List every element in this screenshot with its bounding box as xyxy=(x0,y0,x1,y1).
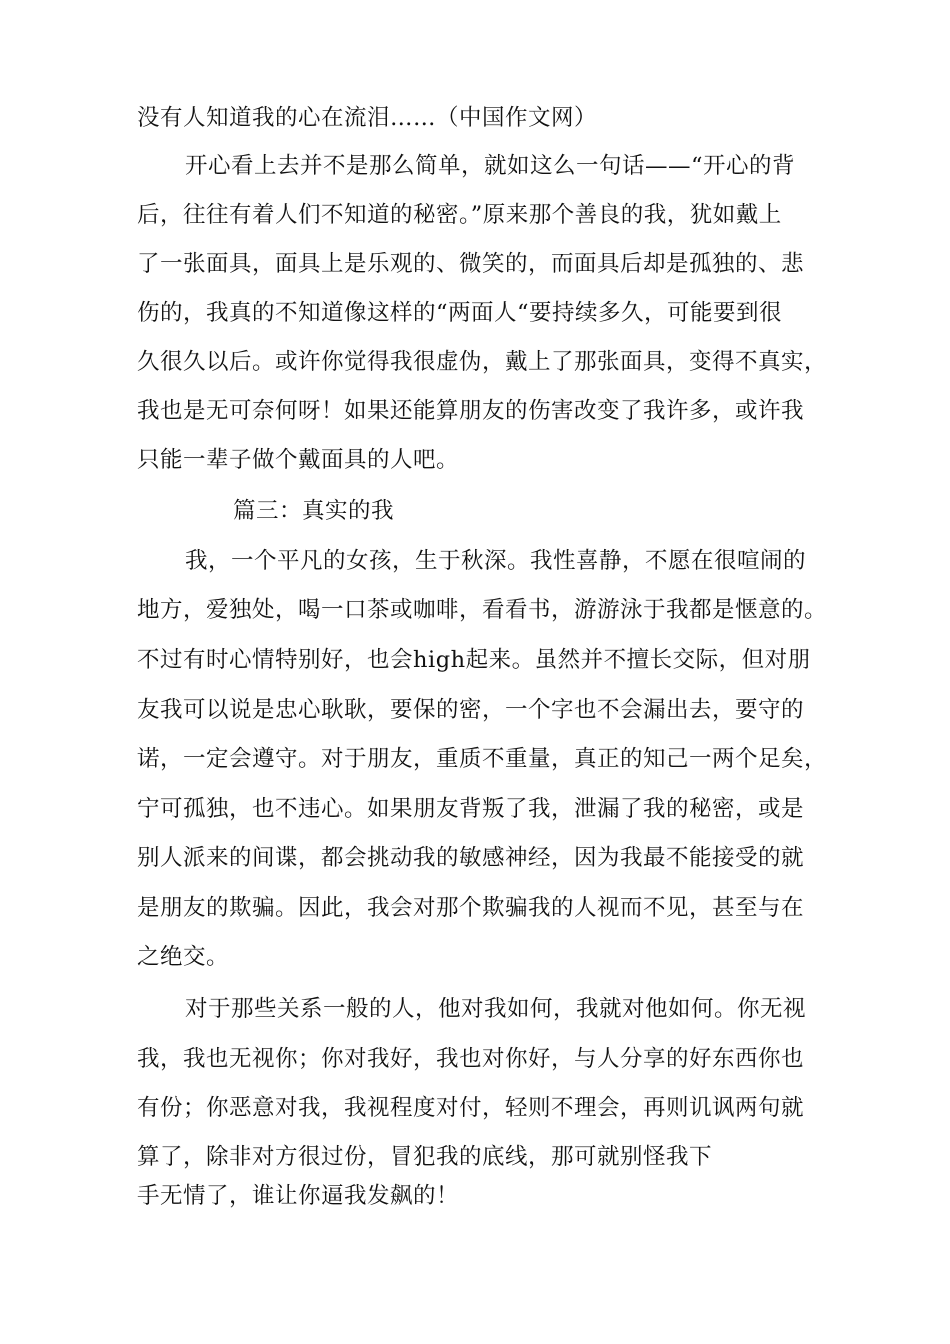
text-line: 我，我也无视你；你对我好，我也对你好，与人分享的好东西你也 xyxy=(137,1046,805,1072)
text-line: 是朋友的欺骗。因此，我会对那个欺骗我的人视而不见，甚至与在 xyxy=(137,895,805,921)
text-line: 不过有时心情特别好，也会high起来。虽然并不擅长交际，但对朋 xyxy=(137,647,811,673)
text-line: 伤的，我真的不知道像这样的“两面人“要持续多久，可能要到很 xyxy=(137,300,783,326)
text-line: 诺，一定会遵守。对于朋友，重质不重量，真正的知己一两个足矣， xyxy=(137,746,828,772)
text-line: 我也是无可奈何呀！如果还能算朋友的伤害改变了我许多，或许我 xyxy=(137,398,805,424)
text-line: 久很久以后。或许你觉得我很虚伪，戴上了那张面具，变得不真实， xyxy=(137,349,828,375)
text-line: 算了，除非对方很过份，冒犯我的底线，那可就别怪我下 xyxy=(137,1144,713,1170)
text-line: 宁可孤独，也不违心。如果朋友背叛了我，泄漏了我的秘密，或是 xyxy=(137,796,805,822)
text-line: 友我可以说是忠心耿耿，要保的密，一个字也不会漏出去，要守的 xyxy=(137,697,805,723)
text-line: 地方，爱独处，喝一口茶或咖啡，看看书，游游泳于我都是惬意的。 xyxy=(137,597,828,623)
text-line: 有份；你恶意对我，我视程度对付，轻则不理会，再则讥讽两句就 xyxy=(137,1095,805,1121)
text-line: 别人派来的间谍，都会挑动我的敏感神经，因为我最不能接受的就 xyxy=(137,845,805,871)
text-line: 开心看上去并不是那么简单，就如这么一句话——“开心的背 xyxy=(185,153,796,179)
text-line: 之绝交。 xyxy=(137,944,230,970)
text-line: 对于那些关系一般的人，他对我如何，我就对他如何。你无视 xyxy=(185,996,807,1022)
section-heading: 篇三：真实的我 xyxy=(233,498,395,524)
text-line: 后，往往有着人们不知道的秘密。”原来那个善良的我，犹如戴上 xyxy=(137,202,782,228)
text-line: 了一张面具，面具上是乐观的、微笑的，而面具后却是孤独的、悲 xyxy=(137,251,805,277)
text-line: 手无情了，谁让你逼我发飙的！ xyxy=(137,1183,460,1209)
text-line: 我，一个平凡的女孩，生于秋深。我性喜静，不愿在很喧闹的 xyxy=(185,548,807,574)
text-line: 没有人知道我的心在流泪……（中国作文网） xyxy=(137,105,598,131)
text-line: 只能一辈子做个戴面具的人吧。 xyxy=(137,447,460,473)
